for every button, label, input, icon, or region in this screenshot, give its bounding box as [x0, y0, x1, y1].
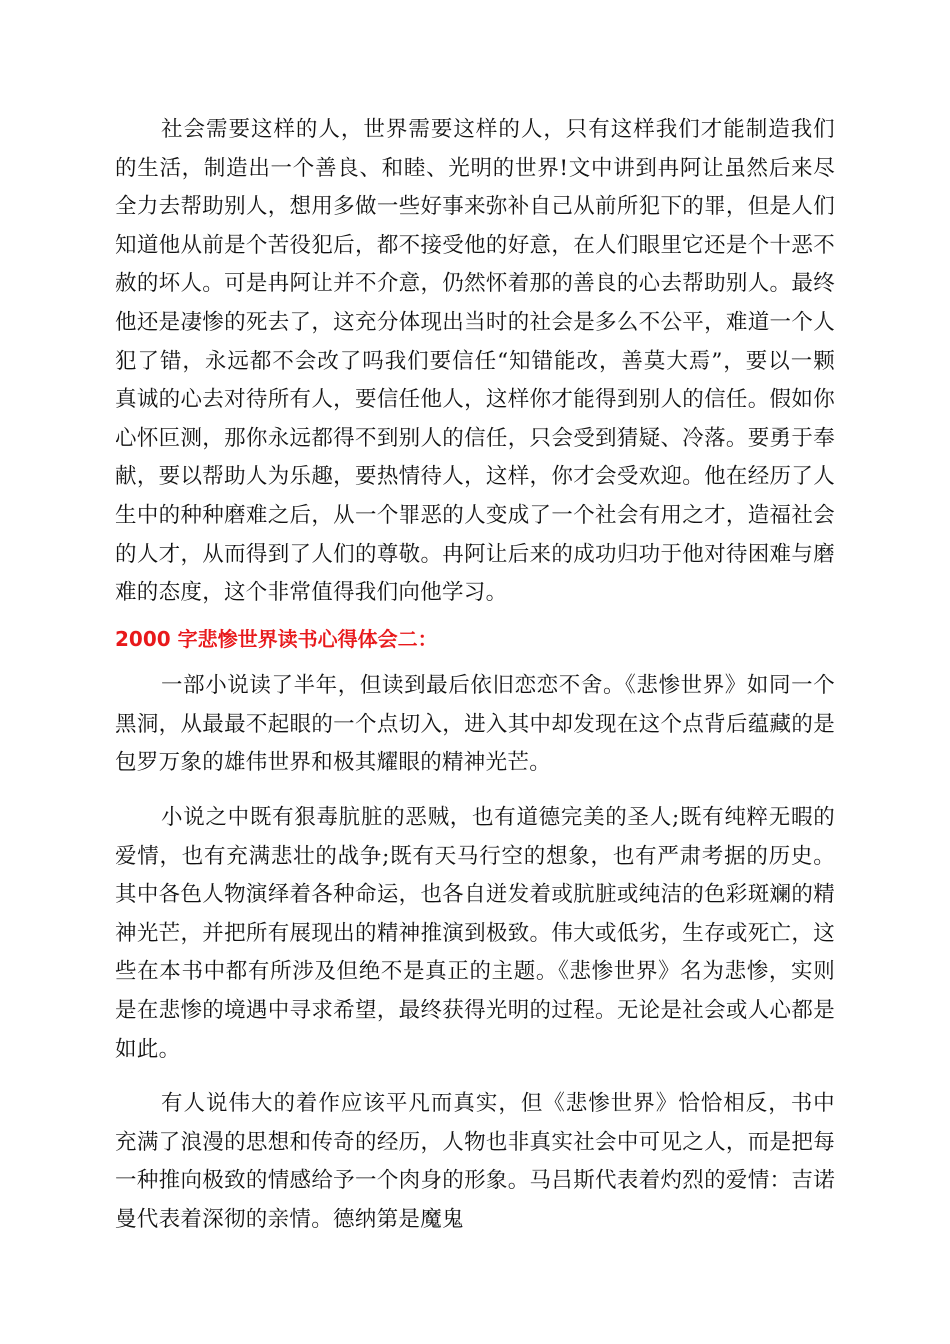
paragraph-2: 一部小说读了半年，但读到最后依旧恋恋不舍。《悲惨世界》如同一个黑洞，从最最不起眼的一个点切入，进入其中却发现在这个点背后蕴藏的是包罗万象的雄伟世界和极其耀眼的精神光芒。 [115, 673, 835, 776]
paragraph-1: 社会需要这样的人，世界需要这样的人，只有这样我们才能制造我们的生活，制造出一个善良、和睦、光明的世界!文中讲到冉阿让虽然后来尽全力去帮助别人，想用多做一些好事来弥补自己从前所犯下的罪，但是人们知道他从前是个苦役犯后，都不接受他的好意，在人们眼里它还是个十恶不赦的坏人。可是冉阿让并不介意，仍然怀着那的善良的心去帮助别人。最终他还是凄惨的死去了，这充分体现出当时的社会是多么不公平，难道一个人犯了错，永远都不会改了吗我们要信任“知错能改，善莫大焉”，要以一颗真诚的心去对待所有人，要信任他人，这样你才能得到别人的信任。假如你心怀叵测，那你永远都得不到别人的信任，只会受到猜疑、冷落。要勇于奉献，要以帮助人为乐趣，要热情待人，这样，你才会受欢迎。他在经历了人生中的种种磨难之后，从一个罪恶的人变成了一个社会有用之才，造福社会的人才，从而得到了人们的尊敬。冉阿让后来的成功归功于他对待困难与磨难的态度，这个非常值得我们向他学习。 [115, 117, 835, 606]
paragraph-3: 小说之中既有狠毒肮脏的恶贼，也有道德完美的圣人;既有纯粹无暇的爱情，也有充满悲壮的战争;既有天马行空的想象，也有严肃考据的历史。其中各色人物演绎着各种命运，也各自迸发着或肮脏或纯洁的色彩斑斓的精神光芒，并把所有展现出的精神推演到极致。伟大或低劣，生存或死亡，这些在本书中都有所涉及但绝不是真正的主题。《悲惨世界》名为悲惨，实则是在悲惨的境遇中寻求希望，最终获得光明的过程。无论是社会或人心都是如此。 [115, 805, 835, 1062]
paragraph-4: 有人说伟大的着作应该平凡而真实，但《悲惨世界》恰恰相反，书中充满了浪漫的思想和传奇的经历，人物也非真实社会中可见之人，而是把每一种推向极致的情感给予一个肉身的形象。马吕斯代表着灼烈的爱情：吉诺曼代表着深彻的亲情。德纳第是魔鬼 [115, 1091, 835, 1232]
section-heading: 2000 字悲惨世界读书心得体会二： [115, 627, 438, 651]
